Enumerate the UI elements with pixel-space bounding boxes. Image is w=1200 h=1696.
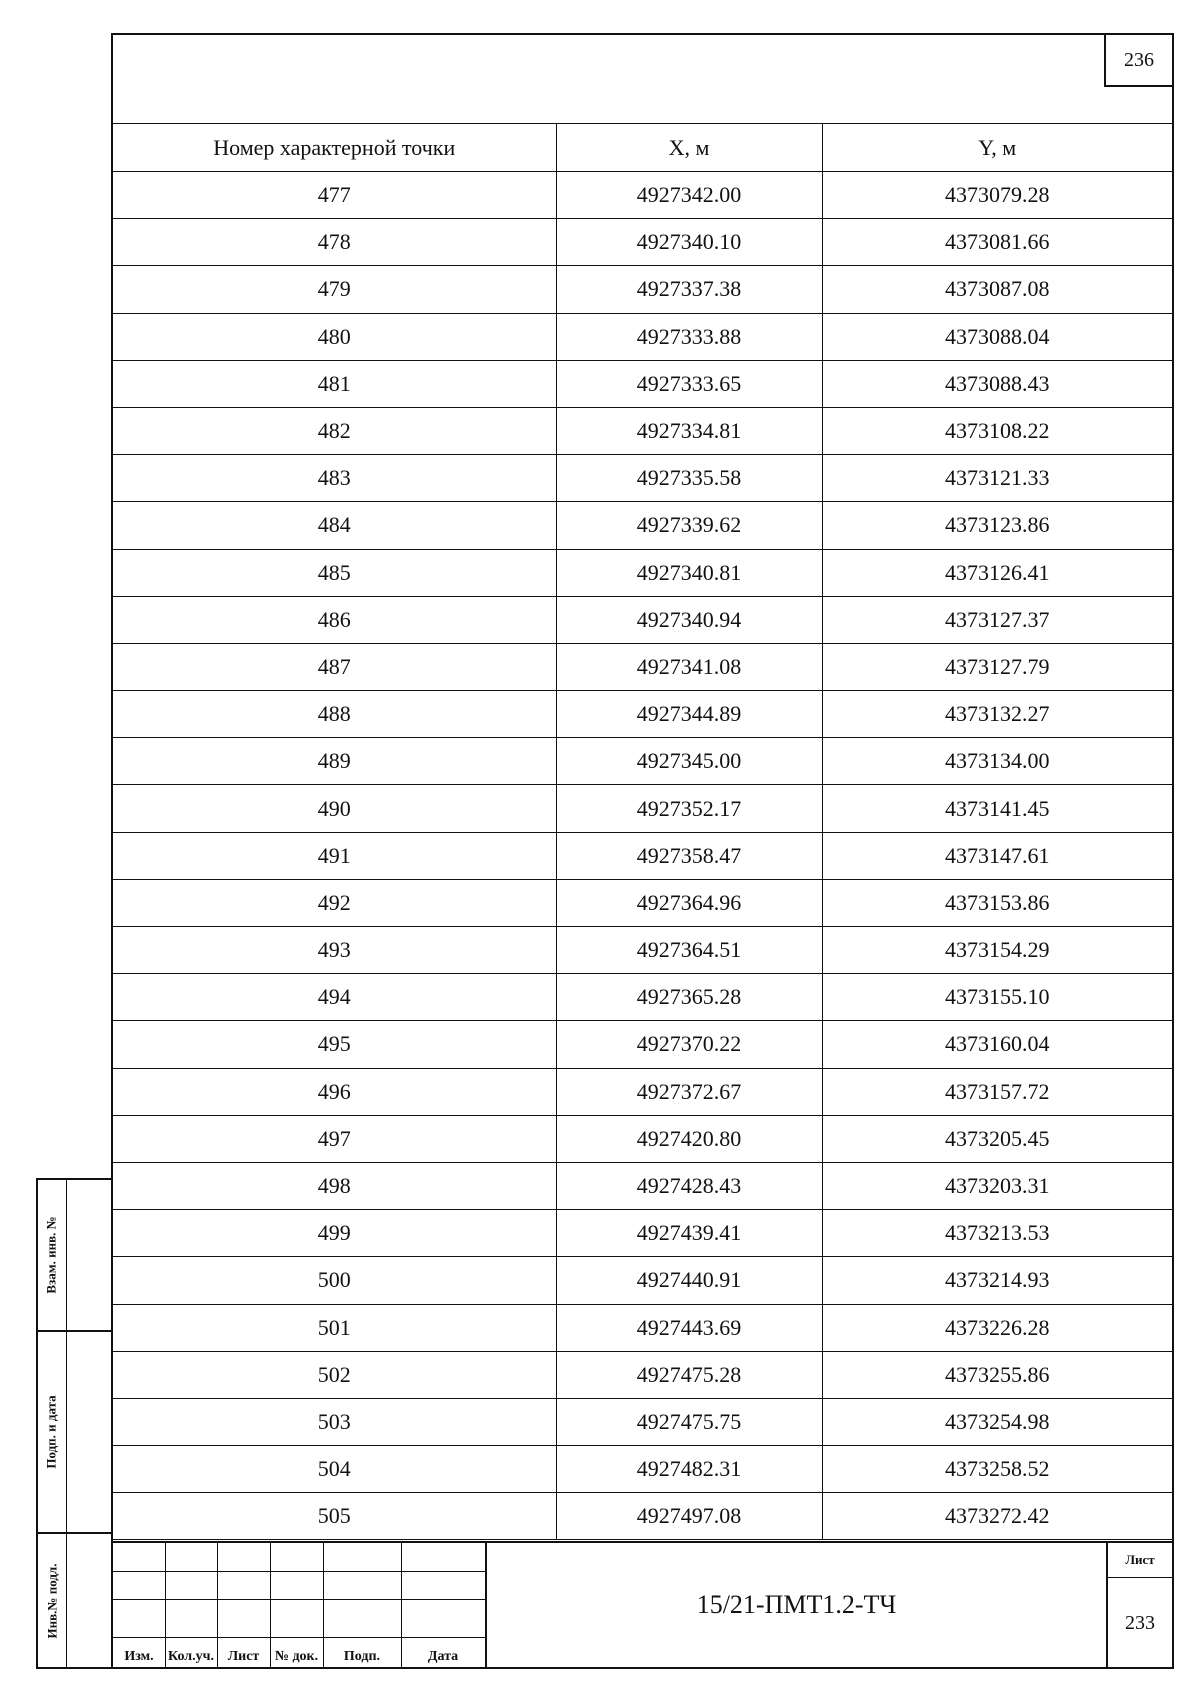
y-cell: 4373203.31 bbox=[822, 1162, 1172, 1209]
point-number-cell: 500 bbox=[113, 1257, 556, 1304]
table-row bbox=[113, 172, 1172, 219]
y-cell: 4373081.66 bbox=[822, 219, 1172, 266]
point-number-cell: 503 bbox=[113, 1398, 556, 1445]
y-cell: 4373088.04 bbox=[822, 313, 1172, 360]
x-cell: 4927340.94 bbox=[556, 596, 822, 643]
revision-grid bbox=[113, 1543, 485, 1667]
col-doc-no: № док. bbox=[274, 1649, 319, 1664]
side-stamp bbox=[36, 1178, 111, 1669]
table-row bbox=[113, 407, 1172, 454]
x-cell: 4927475.28 bbox=[556, 1351, 822, 1398]
table-row bbox=[113, 360, 1172, 407]
y-cell: 4373088.43 bbox=[822, 360, 1172, 407]
x-cell: 4927333.65 bbox=[556, 360, 822, 407]
y-cell: 4373255.86 bbox=[822, 1351, 1172, 1398]
table-row bbox=[113, 832, 1172, 879]
point-number-cell: 501 bbox=[113, 1304, 556, 1351]
y-cell: 4373258.52 bbox=[822, 1446, 1172, 1493]
point-number-cell: 477 bbox=[113, 172, 556, 219]
side-label-inv-podl: Инв.№ подл. bbox=[44, 1563, 60, 1638]
table-row bbox=[113, 879, 1172, 926]
sheet-number: 233 bbox=[1125, 1611, 1155, 1634]
point-number-cell: 488 bbox=[113, 691, 556, 738]
y-cell: 4373147.61 bbox=[822, 832, 1172, 879]
x-cell: 4927475.75 bbox=[556, 1398, 822, 1445]
x-cell: 4927443.69 bbox=[556, 1304, 822, 1351]
table-row bbox=[113, 1068, 1172, 1115]
y-cell: 4373205.45 bbox=[822, 1115, 1172, 1162]
table-header-row bbox=[113, 124, 1172, 172]
side-cell-vzam bbox=[38, 1180, 111, 1332]
x-cell: 4927344.89 bbox=[556, 691, 822, 738]
point-number-cell: 483 bbox=[113, 455, 556, 502]
table-row bbox=[113, 502, 1172, 549]
table-row bbox=[113, 1446, 1172, 1493]
coordinates-table bbox=[113, 123, 1172, 1540]
col-data: Дата bbox=[427, 1649, 459, 1664]
point-number-cell: 492 bbox=[113, 879, 556, 926]
point-number-cell: 481 bbox=[113, 360, 556, 407]
point-number-cell: 480 bbox=[113, 313, 556, 360]
table-row bbox=[113, 1398, 1172, 1445]
x-cell: 4927364.51 bbox=[556, 927, 822, 974]
page-frame bbox=[111, 33, 1174, 1669]
point-number-cell: 479 bbox=[113, 266, 556, 313]
header-y: Y, м bbox=[822, 124, 1172, 172]
point-number-cell: 494 bbox=[113, 974, 556, 1021]
y-cell: 4373153.86 bbox=[822, 879, 1172, 926]
header-point-number: Номер характерной точки bbox=[113, 124, 556, 172]
table-row bbox=[113, 313, 1172, 360]
point-number-cell: 491 bbox=[113, 832, 556, 879]
x-cell: 4927358.47 bbox=[556, 832, 822, 879]
sheet-label: Лист bbox=[1108, 1543, 1172, 1578]
header-x: X, м bbox=[556, 124, 822, 172]
side-label-podp-data: Подп. и дата bbox=[44, 1395, 60, 1469]
table-row bbox=[113, 1257, 1172, 1304]
table-row bbox=[113, 1304, 1172, 1351]
table-row bbox=[113, 1351, 1172, 1398]
point-number-cell: 486 bbox=[113, 596, 556, 643]
table-row bbox=[113, 596, 1172, 643]
point-number-cell: 478 bbox=[113, 219, 556, 266]
x-cell: 4927341.08 bbox=[556, 643, 822, 690]
y-cell: 4373155.10 bbox=[822, 974, 1172, 1021]
table-row bbox=[113, 691, 1172, 738]
table-row bbox=[113, 974, 1172, 1021]
table-row bbox=[113, 785, 1172, 832]
point-number-cell: 499 bbox=[113, 1210, 556, 1257]
x-cell: 4927340.81 bbox=[556, 549, 822, 596]
x-cell: 4927342.00 bbox=[556, 172, 822, 219]
point-number-cell: 487 bbox=[113, 643, 556, 690]
table-row bbox=[113, 1162, 1172, 1209]
y-cell: 4373134.00 bbox=[822, 738, 1172, 785]
table-body bbox=[113, 172, 1172, 1540]
table-row bbox=[113, 1210, 1172, 1257]
y-cell: 4373123.86 bbox=[822, 502, 1172, 549]
point-number-cell: 484 bbox=[113, 502, 556, 549]
col-izm: Изм. bbox=[124, 1649, 154, 1664]
y-cell: 4373157.72 bbox=[822, 1068, 1172, 1115]
x-cell: 4927439.41 bbox=[556, 1210, 822, 1257]
y-cell: 4373127.37 bbox=[822, 596, 1172, 643]
point-number-cell: 485 bbox=[113, 549, 556, 596]
x-cell: 4927334.81 bbox=[556, 407, 822, 454]
point-number-cell: 490 bbox=[113, 785, 556, 832]
y-cell: 4373154.29 bbox=[822, 927, 1172, 974]
table-row bbox=[113, 1115, 1172, 1162]
page-number: 236 bbox=[1104, 35, 1172, 87]
x-cell: 4927352.17 bbox=[556, 785, 822, 832]
x-cell: 4927482.31 bbox=[556, 1446, 822, 1493]
y-cell: 4373160.04 bbox=[822, 1021, 1172, 1068]
y-cell: 4373108.22 bbox=[822, 407, 1172, 454]
table-row bbox=[113, 738, 1172, 785]
y-cell: 4373079.28 bbox=[822, 172, 1172, 219]
x-cell: 4927440.91 bbox=[556, 1257, 822, 1304]
col-podp: Подп. bbox=[343, 1649, 381, 1664]
x-cell: 4927420.80 bbox=[556, 1115, 822, 1162]
point-number-cell: 482 bbox=[113, 407, 556, 454]
table-row bbox=[113, 549, 1172, 596]
point-number-cell: 497 bbox=[113, 1115, 556, 1162]
table-row bbox=[113, 927, 1172, 974]
table-row bbox=[113, 219, 1172, 266]
col-kol-uch: Кол.уч. bbox=[167, 1649, 215, 1664]
col-list: Лист bbox=[227, 1649, 260, 1664]
x-cell: 4927333.88 bbox=[556, 313, 822, 360]
point-number-cell: 502 bbox=[113, 1351, 556, 1398]
y-cell: 4373226.28 bbox=[822, 1304, 1172, 1351]
table-row bbox=[113, 455, 1172, 502]
y-cell: 4373087.08 bbox=[822, 266, 1172, 313]
y-cell: 4373213.53 bbox=[822, 1210, 1172, 1257]
x-cell: 4927365.28 bbox=[556, 974, 822, 1021]
table-row bbox=[113, 643, 1172, 690]
table-row bbox=[113, 1021, 1172, 1068]
x-cell: 4927370.22 bbox=[556, 1021, 822, 1068]
document-code: 15/21-ПМТ1.2-ТЧ bbox=[485, 1543, 1106, 1667]
point-number-cell: 498 bbox=[113, 1162, 556, 1209]
y-cell: 4373132.27 bbox=[822, 691, 1172, 738]
y-cell: 4373254.98 bbox=[822, 1398, 1172, 1445]
point-number-cell: 505 bbox=[113, 1493, 556, 1540]
y-cell: 4373141.45 bbox=[822, 785, 1172, 832]
side-cell-podp bbox=[38, 1332, 111, 1534]
x-cell: 4927497.08 bbox=[556, 1493, 822, 1540]
x-cell: 4927372.67 bbox=[556, 1068, 822, 1115]
table-row bbox=[113, 266, 1172, 313]
x-cell: 4927337.38 bbox=[556, 266, 822, 313]
x-cell: 4927335.58 bbox=[556, 455, 822, 502]
y-cell: 4373272.42 bbox=[822, 1493, 1172, 1540]
y-cell: 4373214.93 bbox=[822, 1257, 1172, 1304]
x-cell: 4927340.10 bbox=[556, 219, 822, 266]
sheet-box bbox=[1106, 1543, 1172, 1667]
side-label-vzam-inv: Взам. инв. № bbox=[44, 1216, 60, 1294]
y-cell: 4373126.41 bbox=[822, 549, 1172, 596]
y-cell: 4373127.79 bbox=[822, 643, 1172, 690]
table-row bbox=[113, 1493, 1172, 1540]
y-cell: 4373121.33 bbox=[822, 455, 1172, 502]
x-cell: 4927428.43 bbox=[556, 1162, 822, 1209]
side-cell-inv bbox=[38, 1534, 111, 1667]
x-cell: 4927339.62 bbox=[556, 502, 822, 549]
x-cell: 4927345.00 bbox=[556, 738, 822, 785]
point-number-cell: 496 bbox=[113, 1068, 556, 1115]
point-number-cell: 493 bbox=[113, 927, 556, 974]
x-cell: 4927364.96 bbox=[556, 879, 822, 926]
title-block bbox=[113, 1541, 1172, 1667]
point-number-cell: 495 bbox=[113, 1021, 556, 1068]
point-number-cell: 504 bbox=[113, 1446, 556, 1493]
point-number-cell: 489 bbox=[113, 738, 556, 785]
